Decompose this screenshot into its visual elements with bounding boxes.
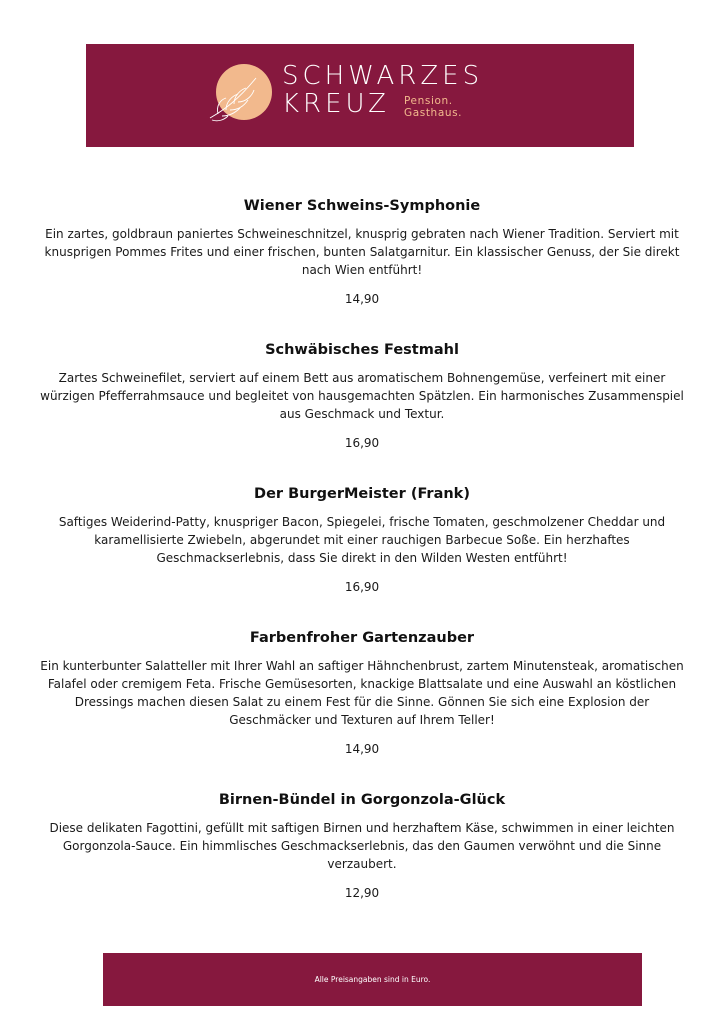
header-banner	[86, 44, 634, 147]
logo-tag-1: Pension.	[404, 95, 453, 107]
footer-banner	[103, 953, 642, 1006]
menu-item	[40, 628, 684, 758]
dish-description: Zartes Schweinefilet, serviert auf einem Bett aus aromatischem Bohnengemüse, verfeinert mit einer würzigen Pfefferrahmsauce und begleitet von hausgemachten Spätzlen. Ein harmonisches Zusammenspiel aus Geschmack und Textur.	[40, 371, 684, 421]
menu-item	[40, 790, 684, 902]
flower-logo-icon	[204, 70, 274, 124]
footer-note: Alle Preisangaben sind in Euro.	[314, 975, 431, 984]
dish-price: 14,90	[344, 742, 380, 756]
logo-tag-2: Gasthaus.	[404, 107, 463, 119]
menu-item	[40, 340, 684, 452]
dish-title: Farbenfroher Gartenzauber	[249, 630, 475, 646]
dish-title: Der BurgerMeister (Frank)	[254, 486, 470, 502]
menu-item	[40, 484, 684, 596]
dish-title: Schwäbisches Festmahl	[265, 342, 459, 358]
dish-description: Ein zartes, goldbraun paniertes Schweineschnitzel, knusprig gebraten nach Wiener Tradition. Serviert mit knusprigen Pommes Frites und einer frischen, bunten Salatgarnitur. Ein klassischer Genuss, der Sie direkt nach Wien entführt!	[44, 227, 680, 277]
dish-description: Ein kunterbunter Salatteller mit Ihrer Wahl an saftiger Hähnchenbrust, zartem Minutensteak, aromatischen Falafel oder cremigem Feta. Frische Gemüsesorten, knackige Blattsalate und eine Auswahl an köstlichen Dressings machen diesen Salat zu einem Fest für die Sinne. Gönnen Sie sich eine Explosion der Geschmäcker und Texturen auf Ihrem Teller!	[40, 659, 684, 727]
logo-line-2: KREUZ	[282, 89, 390, 119]
dish-price: 14,90	[344, 292, 380, 306]
dish-title: Birnen-Bündel in Gorgonzola-Glück	[218, 792, 506, 808]
logo-tagline	[404, 95, 462, 119]
dish-price: 12,90	[344, 886, 380, 900]
dish-price: 16,90	[344, 436, 380, 450]
dish-title: Wiener Schweins-Symphonie	[243, 198, 481, 214]
logo-line-1: SCHWARZES	[282, 61, 484, 91]
dish-description: Saftiges Weiderind-Patty, knuspriger Bacon, Spiegelei, frische Tomaten, geschmolzener Cheddar und karamellisierte Zwiebeln, abgerundet mit einer rauchigen Barbecue Soße. Ein herzhaftes Geschmackserlebnis, dass Sie direkt in den Wilden Westen entführt!	[58, 515, 666, 565]
menu-item	[40, 196, 684, 308]
dish-price: 16,90	[344, 580, 380, 594]
dish-description: Diese delikaten Fagottini, gefüllt mit saftigen Birnen und herzhaftem Käse, schwimmen in einer leichten Gorgonzola-Sauce. Ein himmlisches Geschmackserlebnis, das den Gaumen verwöhnt und die Sinne verzaubert.	[49, 821, 675, 871]
